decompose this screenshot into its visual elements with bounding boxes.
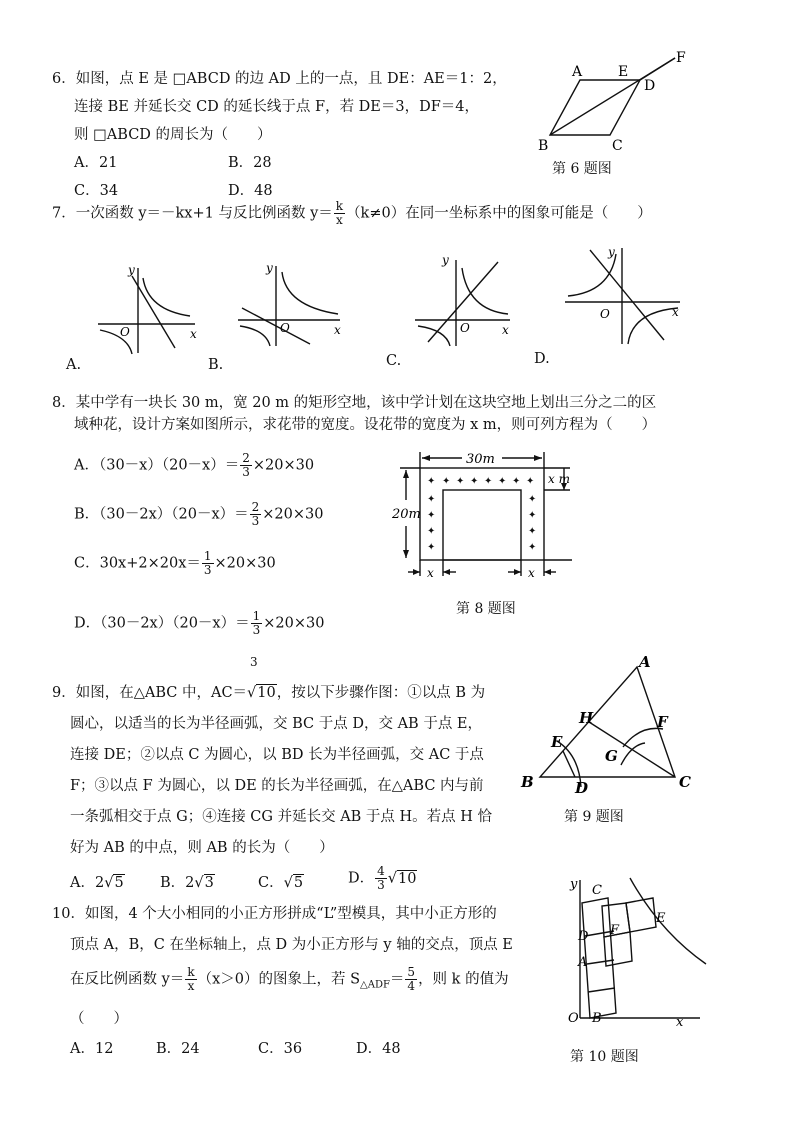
q10-option-b: B．24 xyxy=(156,1041,200,1057)
q8-option-d-text: D．（30－2x）（20－x）＝ xyxy=(74,615,250,632)
svg-text:✦: ✦ xyxy=(512,476,521,487)
svg-text:✦: ✦ xyxy=(427,494,436,505)
q10-x-label: x xyxy=(676,1015,684,1030)
q10-label-c: C xyxy=(592,883,602,898)
q9-label-e: E xyxy=(551,733,563,751)
q9-option-d-fraction xyxy=(375,865,387,892)
q9-label-g: G xyxy=(605,747,618,765)
q9-option-c-radicand: 5 xyxy=(293,875,304,891)
q9-option-c: C．√5 xyxy=(258,875,304,891)
frac-den: 3 xyxy=(242,465,250,479)
q10-label-e: E xyxy=(656,911,666,926)
q10-equals: ＝ xyxy=(389,971,405,988)
q6-label-b: B xyxy=(538,138,549,154)
q9-line-6: 好为 AB 的中点，则 AB 的长为（ ） xyxy=(70,840,334,856)
q6-figure-caption: 第 6 题图 xyxy=(552,161,612,177)
q10-option-a: A．12 xyxy=(70,1041,114,1057)
q6-line-1: 6．如图，点 E 是 □ABCD 的边 AD 上的一点，且 DE：AE＝1：2， xyxy=(52,71,507,87)
svg-text:✦: ✦ xyxy=(456,476,465,487)
frac-den: 3 xyxy=(252,623,261,637)
q9-sqrt-10: 10 xyxy=(257,685,276,701)
q8-option-a-text: A．（30－x）（20－x）＝ xyxy=(74,457,240,474)
q8-option-b-text: B．（30－2x）（20－x）＝ xyxy=(74,506,249,523)
svg-text:✦: ✦ xyxy=(427,510,436,521)
q7-stem-pre: 7．一次函数 y＝－kx+1 与反比例函数 y＝ xyxy=(52,205,333,222)
frac-num: 5 xyxy=(407,965,416,979)
arrow-head xyxy=(413,569,420,575)
svg-text:✦: ✦ xyxy=(427,526,436,537)
q9-option-d-radicand: 10 xyxy=(398,870,417,887)
q10-line-3 xyxy=(70,966,509,998)
q7-option-d: D. xyxy=(534,351,550,367)
q6-option-a: A．21 xyxy=(74,155,118,171)
q9-line-5: 一条弧相交于点 G；④连接 CG 并延长交 AB 于点 H。若点 H 恰 xyxy=(70,809,493,825)
q8-option-c-text: C．30x+2×20x＝ xyxy=(74,555,201,572)
q7-option-b: B. xyxy=(208,357,224,373)
y-axis-label: y xyxy=(608,245,615,259)
arrow-head xyxy=(443,569,450,575)
q8-option-d-tail: ×20×30 xyxy=(263,615,325,632)
origin-label: O xyxy=(120,325,130,339)
q8-option-b-tail: ×20×30 xyxy=(262,506,324,523)
q9-label-a: A xyxy=(639,655,651,671)
q9-arc-f xyxy=(621,743,645,765)
frac-num: 1 xyxy=(203,549,212,563)
q8-line-1: 8．某中学有一块长 30 m，宽 20 m 的矩形空地，该中学计划在这块空地上划出三分之二的区 xyxy=(52,395,657,411)
q10-area-subscript: △ADF xyxy=(360,979,390,991)
q8-inner-rectangle xyxy=(443,490,521,560)
y-axis-label: y xyxy=(442,253,449,267)
q10-fraction-k-x xyxy=(185,966,196,993)
arrow-head xyxy=(544,569,551,575)
q7-graph-a xyxy=(90,258,200,358)
q8-option-c-fraction xyxy=(202,550,214,577)
frac-den: 3 xyxy=(203,563,212,577)
q9-label-d: D xyxy=(575,779,589,795)
y-axis-label: y xyxy=(266,261,273,275)
q10-l-shape-figure xyxy=(560,872,710,1042)
hyperbola-branch-1 xyxy=(568,254,616,296)
hyperbola-branch-1 xyxy=(143,278,190,316)
q10-label-d: D xyxy=(578,929,589,944)
q9-arc-c xyxy=(623,728,663,747)
q10-option-c: C．36 xyxy=(258,1041,303,1057)
q6-option-b: B．28 xyxy=(228,155,272,171)
hyperbola-branch-2 xyxy=(240,326,270,346)
q7-option-a: A. xyxy=(66,357,82,373)
q10-line-3-pre: 在反比例函数 y＝ xyxy=(70,971,185,988)
q9-option-c-text: C． xyxy=(258,875,284,891)
origin-label: O xyxy=(460,321,470,335)
frac-den: 4 xyxy=(407,979,416,993)
q6-line-3: 则 □ABCD 的周长为（ ） xyxy=(74,127,272,143)
frac-num: 4 xyxy=(377,864,385,878)
q10-line-3-post: ，则 k 的值为 xyxy=(418,971,509,988)
q9-label-h: H xyxy=(579,709,594,727)
origin-label: O xyxy=(280,321,290,335)
q9-label-c: C xyxy=(679,773,691,791)
q6-option-c: C．34 xyxy=(74,183,119,199)
q10-figure-caption: 第 10 题图 xyxy=(570,1049,639,1065)
q10-hyperbola xyxy=(630,878,706,964)
frac-den: x xyxy=(187,979,195,993)
q6-option-d: D．48 xyxy=(228,183,273,199)
q6-label-a: A xyxy=(572,64,583,80)
frac-den: 3 xyxy=(377,878,385,892)
q9-line-de xyxy=(563,751,575,777)
q9-option-b: B．2√3 xyxy=(160,875,214,891)
q8-label-20m: 20m xyxy=(392,507,421,522)
q8-garden-figure xyxy=(390,446,580,580)
svg-text:✦: ✦ xyxy=(484,476,493,487)
svg-text:✦: ✦ xyxy=(526,476,535,487)
q6-label-f: F xyxy=(676,50,686,66)
q7-graph-b xyxy=(230,258,345,348)
q9-option-a-radicand: 5 xyxy=(114,875,124,891)
q8-label-xm: x m xyxy=(548,472,570,486)
q7-stem-post: （k≠0）在同一坐标系中的图象可能是（ ） xyxy=(346,205,652,222)
q10-label-a: A xyxy=(578,955,588,970)
q10-origin-label: O xyxy=(568,1011,579,1026)
q7-frac-num: k xyxy=(335,199,344,213)
svg-text:✦: ✦ xyxy=(528,494,537,505)
x-axis-label: x xyxy=(190,327,197,341)
frac-num: k xyxy=(187,965,195,979)
arrow-head xyxy=(422,455,430,461)
arrow-head xyxy=(534,455,542,461)
q10-square-right xyxy=(626,898,656,932)
q8-option-c-tail: ×20×30 xyxy=(214,555,276,572)
origin-label: O xyxy=(600,307,610,321)
q8-option-a-fraction xyxy=(240,452,252,479)
q9-line-1-pre: 9．如图，在△ABC 中，AC＝ xyxy=(52,685,248,701)
q9-option-d-text: D． xyxy=(348,870,375,887)
q8-figure-caption: 第 8 题图 xyxy=(456,601,516,617)
q10-label-f: F xyxy=(610,923,620,938)
q8-option-d-fraction xyxy=(251,610,263,637)
q9-label-b: B xyxy=(521,773,534,791)
q10-line-3-mid: （x＞0）的图象上，若 S xyxy=(197,971,361,988)
q9-line-3: 连接 DE；②以点 C 为圆心，以 BD 长为半径画弧，交 AC 于点 xyxy=(70,747,484,763)
q9-option-d: D． $\frac{4}{3}$ √10 xyxy=(348,864,417,892)
q9-triangle-figure xyxy=(515,655,695,795)
q6-label-d: D xyxy=(644,78,656,94)
linear-function-line xyxy=(590,250,664,340)
hyperbola-branch-1 xyxy=(282,272,338,314)
svg-text:✦: ✦ xyxy=(528,542,537,553)
q6-line-2: 连接 BE 并延长交 CD 的延长线于点 F，若 DE＝3，DF＝4， xyxy=(74,99,480,115)
q8-option-d xyxy=(74,610,324,638)
q9-option-a-text: A．2 xyxy=(70,875,105,891)
q9-option-b-radicand: 3 xyxy=(204,875,214,891)
frac-num: 2 xyxy=(251,500,260,514)
arrow-head xyxy=(403,470,409,478)
arrow-head xyxy=(403,550,409,558)
q7-graph-d xyxy=(560,240,685,350)
x-axis-label: x xyxy=(672,305,679,319)
q8-option-b xyxy=(74,501,323,529)
square-divider xyxy=(588,988,615,992)
q10-line-1: 10．如图，4 个大小相同的小正方形拼成“L”型模具，其中小正方形的 xyxy=(52,906,497,922)
square-divider xyxy=(587,960,614,964)
arrow-head xyxy=(514,569,521,575)
q7-option-c: C. xyxy=(386,353,402,369)
q10-label-b: B xyxy=(592,1011,602,1026)
svg-text:✦: ✦ xyxy=(498,476,507,487)
frac-num: 1 xyxy=(252,609,261,623)
q7-frac-den: x xyxy=(336,213,343,227)
q10-y-label: y xyxy=(570,877,578,892)
q9-label-f: F xyxy=(657,713,668,731)
q7-graph-c xyxy=(410,250,515,350)
q9-option-b-text: B．2 xyxy=(160,875,195,891)
q9-figure-caption: 第 9 题图 xyxy=(564,809,624,825)
svg-text:✦: ✦ xyxy=(470,476,479,487)
q10-line-2: 顶点 A，B，C 在坐标轴上，点 D 为小正方形与 y 轴的交点，顶点 E xyxy=(70,937,513,953)
svg-text:✦: ✦ xyxy=(427,542,436,553)
q10-line-4: （ ） xyxy=(70,1011,128,1027)
q7-fraction xyxy=(334,200,345,227)
x-axis-label: x xyxy=(502,323,509,337)
frac-num: 2 xyxy=(242,451,250,465)
q8-option-a-tail: ×20×30 xyxy=(252,457,315,474)
q7-stem xyxy=(52,200,652,228)
q8-label-x-right: x xyxy=(528,566,535,580)
q9-line-4: F；③以点 F 为圆心，以 DE 的长为半径画弧，在△ABC 内与前 xyxy=(70,778,484,794)
q8-line-2: 域种花，设计方案如图所示，求花带的宽度。设花带的宽度为 x m，则可列方程为（ ） xyxy=(74,417,657,433)
svg-text:✦: ✦ xyxy=(528,510,537,521)
q9-line-1-post: ，按以下步骤作图：①以点 B 为 xyxy=(276,685,486,701)
q8-option-b-fraction xyxy=(250,501,262,528)
svg-text:✦: ✦ xyxy=(427,476,436,487)
q6-label-c: C xyxy=(612,138,623,154)
q8-label-30m: 30m xyxy=(466,452,495,467)
q9-option-a: A．2√5 xyxy=(70,875,124,891)
q6-label-e: E xyxy=(618,64,629,80)
q8-label-x-left: x xyxy=(427,566,434,580)
q9-line-2: 圆心，以适当的长为半径画弧，交 BC 于点 D，交 AB 于点 E， xyxy=(70,716,483,732)
q8-option-c xyxy=(74,550,276,578)
q10-fraction-5-4 xyxy=(405,966,417,993)
hyperbola-branch-1 xyxy=(462,268,508,314)
q10-option-d: D．48 xyxy=(356,1041,401,1057)
q6-line-df xyxy=(640,58,675,80)
svg-text:✦: ✦ xyxy=(442,476,451,487)
x-axis-label: x xyxy=(334,323,341,337)
q6-parallelogram-figure xyxy=(530,50,700,160)
frac-den: 3 xyxy=(251,514,260,528)
y-axis-label: y xyxy=(128,263,135,277)
q8-option-a xyxy=(74,452,314,480)
q9-line-1: 9．如图，在△ABC 中，AC＝√10，按以下步骤作图：①以点 B 为 xyxy=(52,685,486,701)
q8-stray-digit: 3 xyxy=(250,655,258,669)
svg-text:✦: ✦ xyxy=(528,526,537,537)
